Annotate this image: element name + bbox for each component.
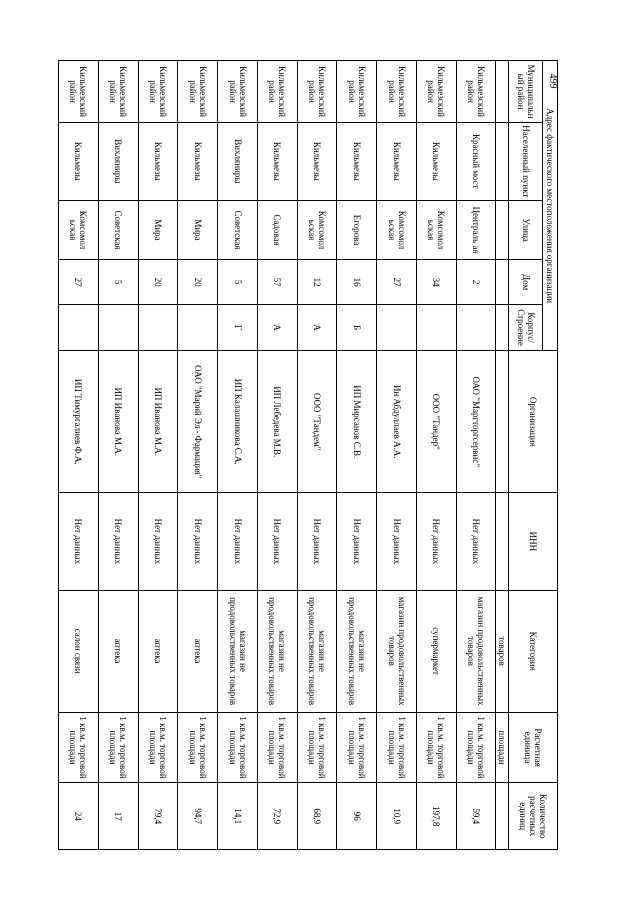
cell-inn: Нет данных bbox=[59, 493, 99, 591]
page-number: 499 bbox=[547, 73, 558, 89]
cell-settlement: Вихляниры bbox=[98, 123, 138, 201]
cell-category: магазин не продовольственных товаров bbox=[257, 590, 297, 712]
cell-category: супермаркет bbox=[416, 590, 456, 712]
table-row bbox=[257, 61, 297, 850]
cell-building: Б bbox=[337, 304, 377, 351]
cell-settlement: Кильмезы bbox=[138, 123, 178, 201]
cell-house: 27 bbox=[59, 260, 99, 304]
cell-unit: 1 кв.м. торговой площади bbox=[257, 712, 297, 783]
cell-municipality: Кильмезский район bbox=[178, 61, 218, 123]
header-organization: Организация bbox=[509, 351, 558, 493]
cell-category: магазин не продовольственных товаров bbox=[337, 590, 377, 712]
cell-inn: Нет данных bbox=[178, 493, 218, 591]
cell-municipality: Кильмезский район bbox=[337, 61, 377, 123]
table-row bbox=[178, 61, 218, 850]
cell-quantity: 94,7 bbox=[178, 783, 218, 850]
cell-house: 20 bbox=[178, 260, 218, 304]
cell-inn: Нет данных bbox=[98, 493, 138, 591]
cell-organization: ООО "Тандер" bbox=[416, 351, 456, 493]
cell-street: Егорова bbox=[337, 200, 377, 260]
header-address-group: Адрес фактического местоположения организации bbox=[543, 61, 558, 351]
cell-building bbox=[416, 304, 456, 351]
cell-municipality: Кильмезский район bbox=[456, 61, 496, 123]
cell-house: 5 bbox=[218, 260, 258, 304]
cell-building bbox=[178, 304, 218, 351]
header-category: Категория bbox=[509, 590, 558, 712]
continuation-unit: площади bbox=[496, 712, 509, 783]
organizations-table bbox=[58, 60, 558, 850]
cell-building: Г bbox=[218, 304, 258, 351]
cell-quantity: 24 bbox=[59, 783, 99, 850]
cell-house: 27 bbox=[377, 260, 417, 304]
cell-category: магазин не продовольственных товаров bbox=[297, 590, 337, 712]
cell-municipality: Кильмезский район bbox=[59, 61, 99, 123]
cell-street: Комсомол ьская bbox=[377, 200, 417, 260]
cell-unit: 1 кв.м. торговой площади bbox=[456, 712, 496, 783]
cell-building bbox=[456, 304, 496, 351]
rotated-page bbox=[58, 60, 558, 850]
cell-house: 57 bbox=[257, 260, 297, 304]
cell-house: 12 bbox=[297, 260, 337, 304]
cell-organization: ИП Тимургалиев Ф.А. bbox=[59, 351, 99, 493]
table-row bbox=[59, 61, 99, 850]
cell-settlement: Кильмезы bbox=[297, 123, 337, 201]
cell-house: 5 bbox=[98, 260, 138, 304]
table-row bbox=[337, 61, 377, 850]
cell-category: аптека bbox=[98, 590, 138, 712]
cell-building bbox=[59, 304, 99, 351]
cell-organization: Ин Абдуллаев А.А. bbox=[377, 351, 417, 493]
cell-unit: 1 кв.м. торговой площади bbox=[416, 712, 456, 783]
cell-municipality: Кильмезский район bbox=[416, 61, 456, 123]
table-row bbox=[456, 61, 496, 850]
cell-street: Комсомол ьская bbox=[59, 200, 99, 260]
header-settlement: Населенный пункт bbox=[509, 123, 543, 201]
cell-street: Садовая bbox=[257, 200, 297, 260]
cell-building: А bbox=[257, 304, 297, 351]
cell-street: Советская bbox=[218, 200, 258, 260]
cell-street: Советская bbox=[98, 200, 138, 260]
cell-category: салон связи bbox=[59, 590, 99, 712]
cell-municipality: Кильмезский район bbox=[377, 61, 417, 123]
cell-municipality: Кильмезский район bbox=[138, 61, 178, 123]
cell-unit: 1 кв.м. торговой площади bbox=[218, 712, 258, 783]
cell-quantity: 197,8 bbox=[416, 783, 456, 850]
header-quantity: Количество расчетных единиц bbox=[509, 783, 558, 850]
table-row bbox=[138, 61, 178, 850]
cell-category: магазин не продовольственных товаров bbox=[218, 590, 258, 712]
header-street: Улица bbox=[509, 200, 543, 260]
cell-settlement: Кильмезы bbox=[416, 123, 456, 201]
cell-settlement: Кильмезы bbox=[59, 123, 99, 201]
cell-quantity: 59,4 bbox=[456, 783, 496, 850]
cell-street: Централь ая bbox=[456, 200, 496, 260]
cell-organization: ИП Лебедева М.В. bbox=[257, 351, 297, 493]
cell-quantity: 72,9 bbox=[257, 783, 297, 850]
cell-inn: Нет данных bbox=[377, 493, 417, 591]
cell-inn: Нет данных bbox=[297, 493, 337, 591]
cell-unit: 1 кв.м. торговой площади bbox=[59, 712, 99, 783]
cell-settlement: Красный мост bbox=[456, 123, 496, 201]
cell-quantity: 96 bbox=[337, 783, 377, 850]
cell-unit: 1 кв.м. торговой площади bbox=[337, 712, 377, 783]
cell-street: Комсомол ьская bbox=[416, 200, 456, 260]
cell-category: аптека bbox=[178, 590, 218, 712]
header-unit: Расчетная единица bbox=[509, 712, 558, 783]
cell-building bbox=[377, 304, 417, 351]
cell-municipality: Кильмезский район bbox=[297, 61, 337, 123]
cell-house: 16 bbox=[337, 260, 377, 304]
cell-inn: Нет данных bbox=[218, 493, 258, 591]
table-row bbox=[98, 61, 138, 850]
cell-quantity: 17 bbox=[98, 783, 138, 850]
table-body bbox=[59, 61, 497, 850]
cell-inn: Нет данных bbox=[456, 493, 496, 591]
cell-building bbox=[98, 304, 138, 351]
cell-municipality: Кильмезский район bbox=[257, 61, 297, 123]
header-row-group bbox=[543, 61, 558, 850]
continuation-row bbox=[496, 61, 509, 850]
cell-organization: ИП Калашникова С.А. bbox=[218, 351, 258, 493]
cell-unit: 1 кв.м. торговой площади bbox=[377, 712, 417, 783]
cell-settlement: Кильмезы bbox=[257, 123, 297, 201]
table-row bbox=[297, 61, 337, 850]
cell-settlement: Кильмезы bbox=[337, 123, 377, 201]
table-row bbox=[416, 61, 456, 850]
header-house: Дом bbox=[509, 260, 543, 304]
cell-street: Мира bbox=[178, 200, 218, 260]
cell-quantity: 10,9 bbox=[377, 783, 417, 850]
cell-house: 2 bbox=[456, 260, 496, 304]
cell-inn: Нет данных bbox=[138, 493, 178, 591]
cell-quantity: 79,4 bbox=[138, 783, 178, 850]
cell-organization: ИП Мирсанов С.В. bbox=[337, 351, 377, 493]
cell-inn: Нет данных bbox=[337, 493, 377, 591]
cell-organization: ИП Иванова М.А. bbox=[98, 351, 138, 493]
cell-organization: ОАО "Маргторгсервис" bbox=[456, 351, 496, 493]
header-building: Корпус/ Строение bbox=[509, 304, 543, 351]
cell-category: магазин продовольственных товаров bbox=[377, 590, 417, 712]
cell-settlement: Вихляниры bbox=[218, 123, 258, 201]
cell-organization: ОАО "Марий Эл - Фармация" bbox=[178, 351, 218, 493]
header-municipality: Муниципальный район bbox=[509, 61, 543, 123]
cell-organization: ИП Иванова М.А. bbox=[138, 351, 178, 493]
cell-house: 20 bbox=[138, 260, 178, 304]
cell-inn: Нет данных bbox=[257, 493, 297, 591]
cell-building: А bbox=[297, 304, 337, 351]
cell-municipality: Кильмезский район bbox=[98, 61, 138, 123]
cell-organization: ООО "Тандем" bbox=[297, 351, 337, 493]
cell-street: Комсомол ьская bbox=[297, 200, 337, 260]
cell-category: аптека bbox=[138, 590, 178, 712]
cell-unit: 1 кв.м. торговой площади bbox=[98, 712, 138, 783]
cell-quantity: 14,1 bbox=[218, 783, 258, 850]
cell-municipality: Кильмезский район bbox=[218, 61, 258, 123]
cell-inn: Нет данных bbox=[416, 493, 456, 591]
cell-unit: 1 кв.м. торговой площади bbox=[138, 712, 178, 783]
cell-settlement: Кильмезы bbox=[377, 123, 417, 201]
continuation-category: товаров bbox=[496, 590, 509, 712]
table-row bbox=[377, 61, 417, 850]
table-row bbox=[218, 61, 258, 850]
cell-street: Мира bbox=[138, 200, 178, 260]
cell-settlement: Кильмезы bbox=[178, 123, 218, 201]
header-inn: ИНН bbox=[509, 493, 558, 591]
cell-house: 34 bbox=[416, 260, 456, 304]
cell-quantity: 68,9 bbox=[297, 783, 337, 850]
cell-building bbox=[138, 304, 178, 351]
cell-unit: 1 кв.м. торговой площади bbox=[297, 712, 337, 783]
cell-category: магазин продовольственных товаров bbox=[456, 590, 496, 712]
cell-unit: 1 кв.м. торговой площади bbox=[178, 712, 218, 783]
